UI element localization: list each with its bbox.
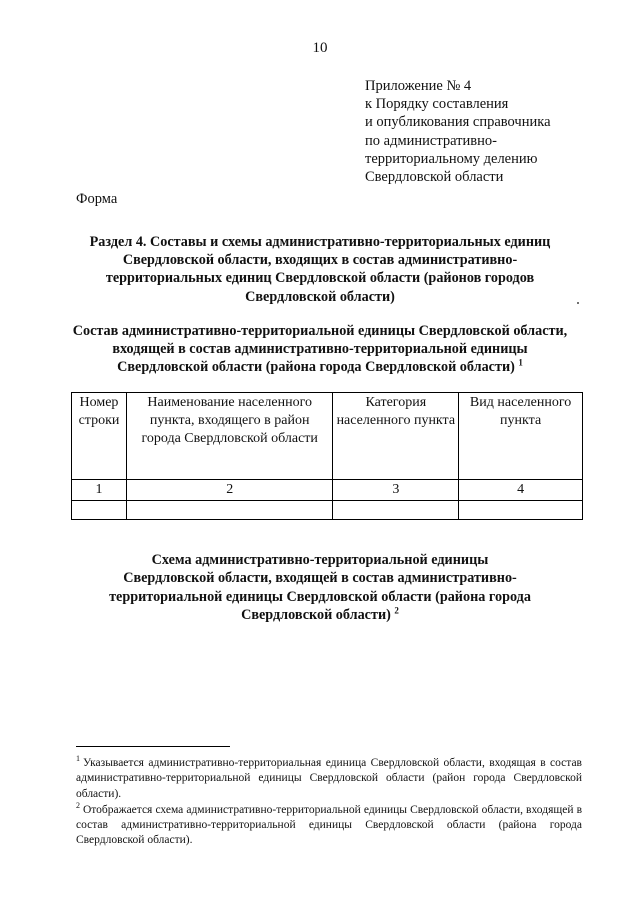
appendix-line: к Порядку составления <box>365 96 509 113</box>
scheme-title <box>70 551 570 625</box>
table-title <box>70 322 570 377</box>
appendix-header <box>365 77 615 186</box>
page-number: 10 <box>312 40 328 56</box>
appendix-line: Свердловской области <box>365 169 504 186</box>
footnote-text: Отображается схема административно-территориальной единицы Свердловской области, входящей в состав административно-территориальной единицы Свердловской области (района города Свердловской области). <box>76 803 582 847</box>
empty-cell[interactable] <box>459 501 583 520</box>
empty-cell[interactable] <box>72 501 127 520</box>
column-number-cell: 1 <box>72 480 127 501</box>
section-title-line: Свердловской области) <box>245 288 395 305</box>
footnote-ref[interactable]: 1 <box>518 357 523 368</box>
empty-cell[interactable] <box>333 501 459 520</box>
header-cell-settlement-name: Наименование населенного пункта, входящего в район города Свердловской области <box>126 393 332 480</box>
empty-cell[interactable] <box>126 501 332 520</box>
table-header-row <box>72 393 583 480</box>
section-title <box>70 233 570 306</box>
scan-dot <box>577 302 579 304</box>
scheme-title-line <box>70 606 570 624</box>
header-cell-row-number: Номер строки <box>72 393 127 480</box>
footnote <box>76 803 582 849</box>
header-cell-type: Вид населенного пункта <box>459 393 583 480</box>
appendix-line: территориальному делению <box>365 150 538 167</box>
column-number-cell: 3 <box>333 480 459 501</box>
footnote-mark: 1 <box>76 754 80 764</box>
column-number-cell: 4 <box>459 480 583 501</box>
section-title-line: Раздел 4. Составы и схемы административно-территориальных единиц <box>89 234 551 250</box>
form-label: Форма <box>76 191 118 207</box>
scheme-title-line: территориальной единицы Свердловской области (района города <box>109 588 531 605</box>
table-title-line <box>70 358 570 376</box>
column-number-cell: 2 <box>126 480 332 501</box>
footnote-separator <box>76 746 230 747</box>
section-title-line: Свердловской области, входящих в состав административно- <box>122 252 518 269</box>
scheme-title-line: Схема административно-территориальной единицы <box>151 552 489 568</box>
table-title-line: Состав административно-территориальной единицы Свердловской области, <box>72 323 568 339</box>
table-row <box>72 501 583 520</box>
scheme-title-text: Свердловской области) <box>241 607 391 624</box>
footnote-ref[interactable]: 2 <box>394 605 399 616</box>
table-title-line: входящей в состав административно-территориальной единицы <box>112 341 528 358</box>
column-number-row <box>72 480 583 501</box>
header-cell-category: Категория населенного пункта <box>333 393 459 480</box>
settlements-table <box>71 392 583 520</box>
appendix-line: и опубликования справочника <box>365 114 551 131</box>
footnote <box>76 756 582 802</box>
appendix-line: по административно- <box>365 132 497 149</box>
section-title-line: территориальных единиц Свердловской области (районов городов <box>105 270 535 287</box>
footnotes <box>76 756 582 850</box>
table-title-text: Свердловской области (района города Свердловской области) <box>117 359 515 376</box>
footnote-mark: 2 <box>76 801 80 811</box>
footnote-text: Указывается административно-территориальная единица Свердловской области, входящая в состав административно-территориальной единицы Свердловской области (район города Свердловской области). <box>76 757 582 800</box>
appendix-line: Приложение № 4 <box>365 78 472 94</box>
scheme-title-line: Свердловской области, входящей в состав административно- <box>123 570 517 587</box>
